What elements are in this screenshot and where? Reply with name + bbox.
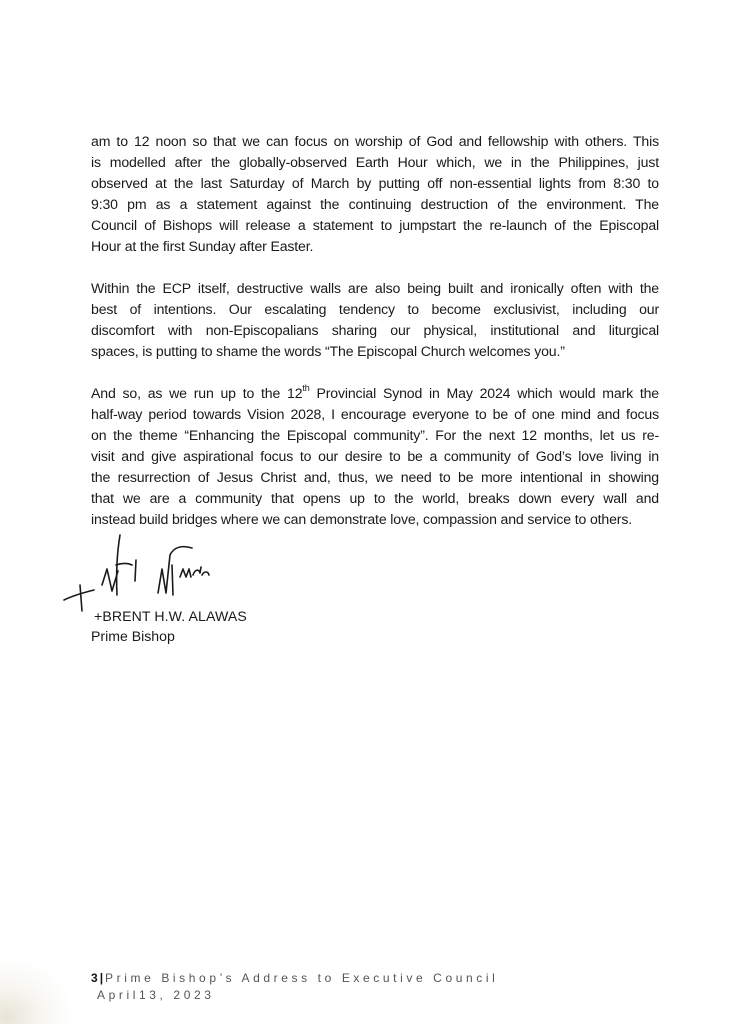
text-line: am to 12 noon so that we can focus on worship of God and fellowship with others. This (91, 133, 659, 149)
text-line: instead build bridges where we can demonstrate love, compassion and service to others. (91, 511, 632, 527)
text-line: is modelled after the globally-observed Earth Hour which, we in the Philippines, just (91, 154, 659, 170)
text-line: that we are a community that opens up to the world, breaks down every wall and (91, 490, 659, 506)
page-footer (91, 970, 498, 986)
text-line (91, 383, 659, 404)
text-line: observed at the last Saturday of March by putting off non-essential lights from 8:30 to (91, 175, 659, 191)
text-line: best of intentions. Our escalating tendency to become exclusivist, including our (91, 301, 659, 317)
text-line: 9:30 pm as a statement against the continuing destruction of the environment. The (91, 196, 659, 212)
text-line: half-way period towards Vision 2028, I encourage everyone to be of one mind and focus (91, 406, 659, 422)
signature-icon (62, 533, 242, 613)
page-edge-shadow (0, 960, 70, 1024)
text-fragment: And so, as we run up to the 12 (91, 385, 303, 401)
paragraph-provincial-synod (91, 383, 659, 530)
text-fragment: Provincial Synod in May 2024 which would mark the (309, 385, 659, 401)
text-line: discomfort with non-Episcopalians sharing our physical, institutional and liturgical (91, 322, 659, 338)
text-line: visit and give aspirational focus to our desire to be a community of God’s love living in (91, 448, 659, 464)
text-line: Council of Bishops will release a statement to jumpstart the re-launch of the Episcopal (91, 217, 659, 233)
text-line: spaces, is putting to shame the words “The Episcopal Church welcomes you.” (91, 343, 565, 359)
text-line: on the theme “Enhancing the Episcopal community”. For the next 12 months, let us re- (91, 427, 659, 443)
footer-document-title: Prime Bishop’s Address to Executive Council (105, 971, 499, 985)
signatory-title: Prime Bishop (91, 628, 175, 644)
paragraph-destructive-walls (91, 278, 659, 362)
letter-body (91, 131, 659, 551)
footer-separator: | (99, 971, 106, 985)
footer-date: April13, 2023 (97, 988, 215, 1002)
text-line: Hour at the first Sunday after Easter. (91, 238, 314, 254)
signatory-name: +BRENT H.W. ALAWAS (94, 608, 247, 624)
page-number: 3 (91, 971, 98, 985)
text-line: Within the ECP itself, destructive walls are also being built and ironically often with the (91, 280, 659, 296)
text-line: the resurrection of Jesus Christ and, thus, we need to be more intentional in showing (91, 469, 659, 485)
ordinal-superscript: th (302, 383, 310, 394)
paragraph-episcopal-hour (91, 131, 659, 257)
